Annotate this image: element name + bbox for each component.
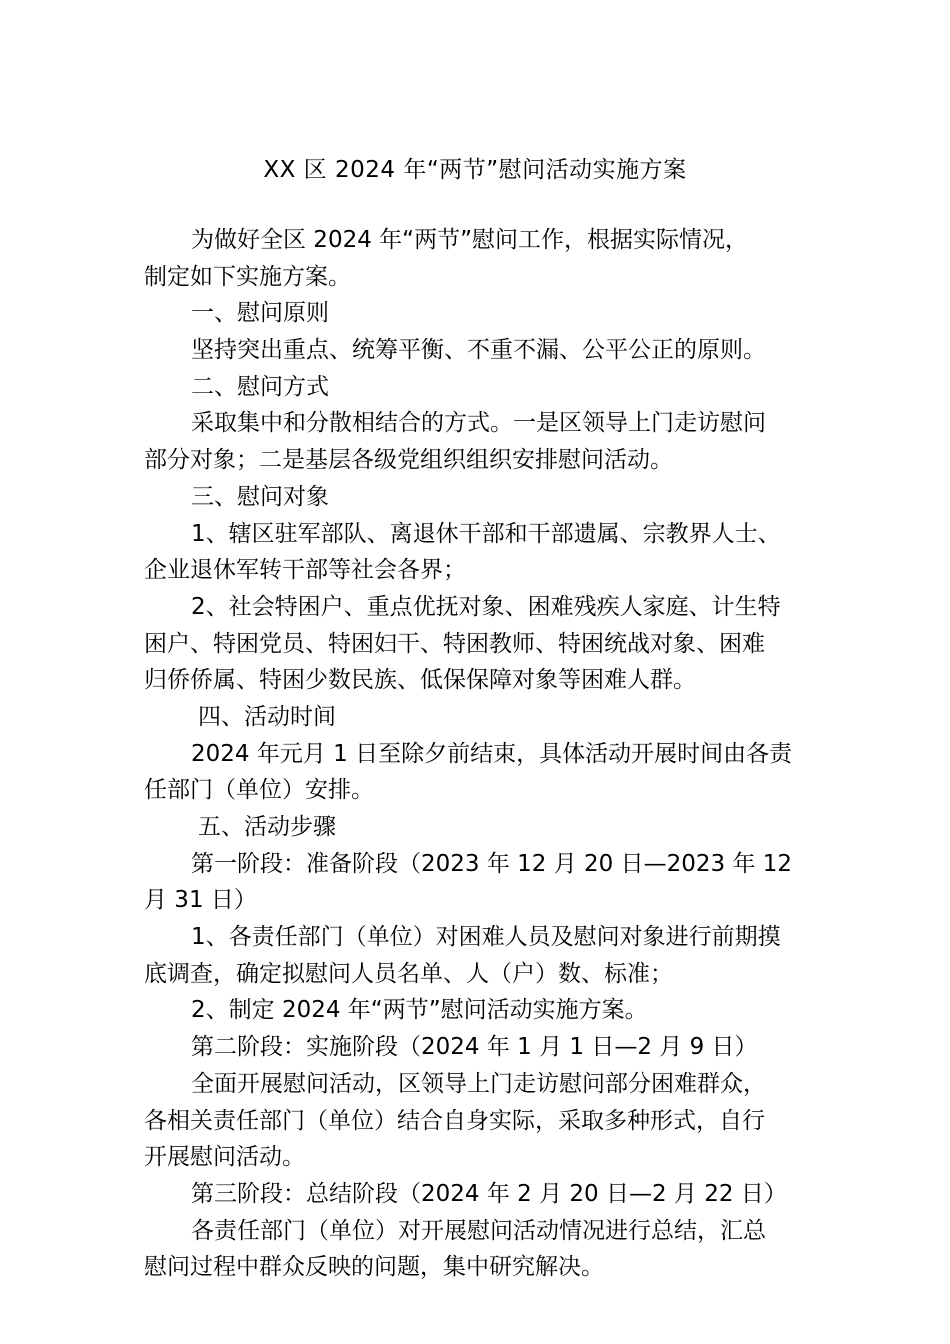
paragraph-line: 2024 年元月 1 日至除夕前结束，具体活动开展时间由各责 (191, 740, 793, 767)
paragraph-line: 慰问过程中群众反映的问题，集中研究解决。 (144, 1254, 604, 1281)
paragraph-line: 归侨侨属、特困少数民族、低保保障对象等困难人群。 (144, 667, 696, 694)
paragraph-line: 困户、特困党员、特困妇干、特困教师、特困统战对象、困难 (144, 630, 765, 657)
paragraph-line: 任部门（单位）安排。 (144, 777, 374, 804)
section-heading: 五、活动步骤 (198, 814, 336, 840)
paragraph-line: 第三阶段：总结阶段（2024 年 2 月 20 日—2 月 22 日） (191, 1180, 787, 1207)
paragraph-line: 开展慰问活动。 (144, 1144, 305, 1171)
document-title: XX 区 2024 年“两节”慰问活动实施方案 (263, 157, 687, 183)
paragraph-line: 制定如下实施方案。 (144, 263, 351, 290)
document-body (144, 222, 810, 1286)
section-heading: 一、慰问原则 (191, 300, 329, 327)
paragraph-line: 2、制定 2024 年“两节”慰问活动实施方案。 (191, 997, 648, 1024)
paragraph-line: 1、辖区驻军部队、离退休干部和干部遗属、宗教界人士、 (191, 520, 781, 547)
paragraph-line: 1、各责任部门（单位）对困难人员及慰问对象进行前期摸 (191, 924, 781, 951)
paragraph-line: 第二阶段：实施阶段（2024 年 1 月 1 日—2 月 9 日） (191, 1034, 758, 1061)
section-heading: 二、慰问方式 (191, 373, 329, 400)
paragraph-line: 部分对象；二是基层各级党组织组织安排慰问活动。 (144, 447, 673, 474)
paragraph-line: 第一阶段：准备阶段（2023 年 12 月 20 日—2023 年 12 (191, 850, 793, 877)
paragraph-line: 各相关责任部门（单位）结合自身实际，采取多种形式，自行 (144, 1107, 765, 1134)
paragraph-line: 企业退休军转干部等社会各界； (144, 557, 466, 584)
paragraph-line: 坚持突出重点、统筹平衡、不重不漏、公平公正的原则。 (191, 337, 766, 364)
paragraph-line: 底调查，确定拟慰问人员名单、人（户）数、标准； (144, 960, 673, 987)
section-heading: 三、慰问对象 (191, 483, 329, 510)
section-heading: 四、活动时间 (198, 703, 336, 730)
paragraph-line: 采取集中和分散相结合的方式。一是区领导上门走访慰问 (191, 410, 766, 437)
paragraph-line: 为做好全区 2024 年“两节”慰问工作，根据实际情况， (191, 227, 748, 253)
paragraph-line: 全面开展慰问活动，区领导上门走访慰问部分困难群众， (191, 1070, 766, 1097)
paragraph-line: 2、社会特困户、重点优抚对象、困难残疾人家庭、计生特 (191, 593, 781, 620)
paragraph-line: 月 31 日） (144, 887, 257, 914)
paragraph-line: 各责任部门（单位）对开展慰问活动情况进行总结，汇总 (191, 1217, 766, 1244)
